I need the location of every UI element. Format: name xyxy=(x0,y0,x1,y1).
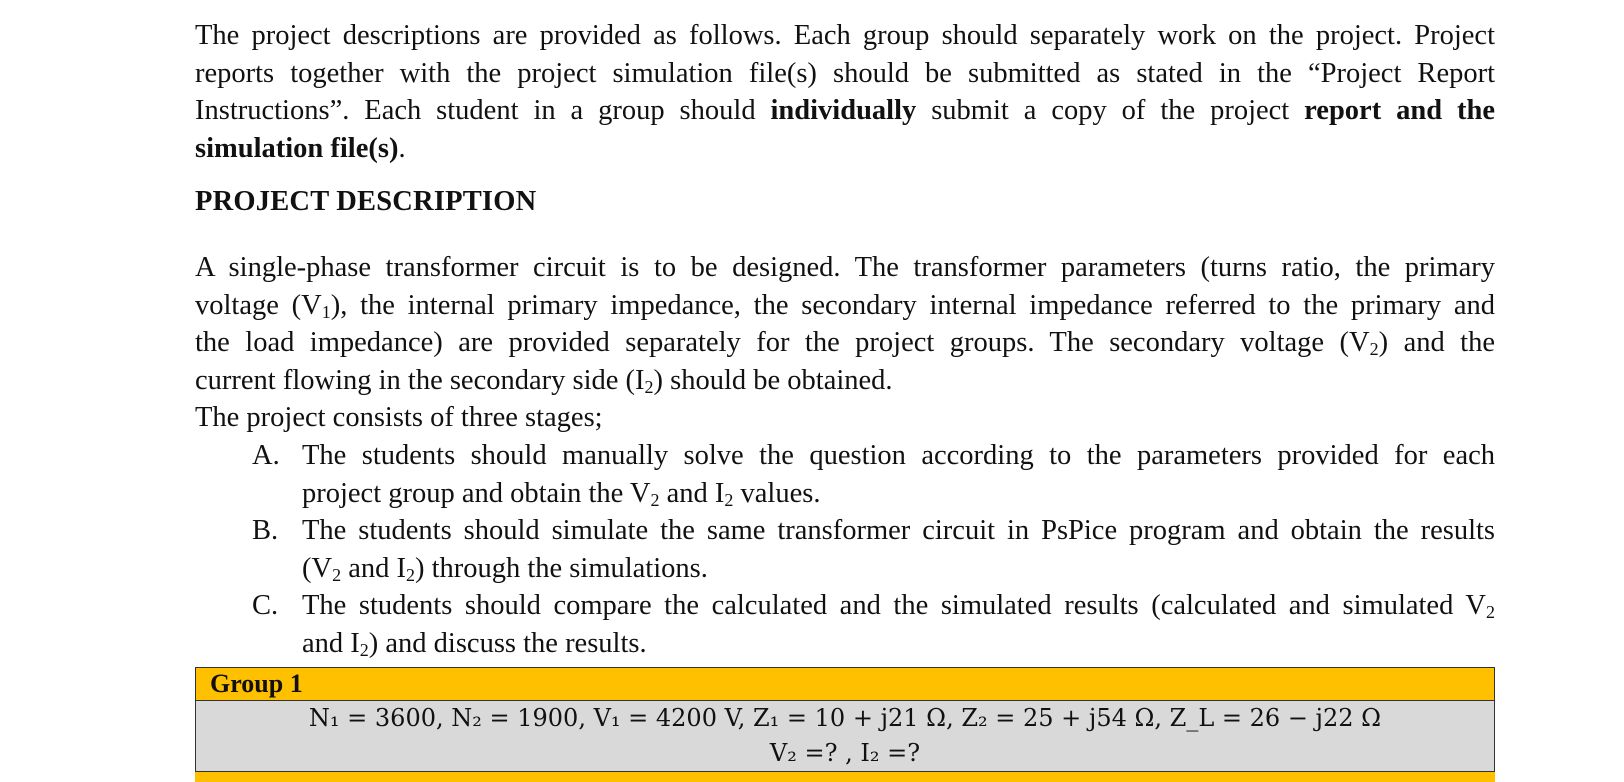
text: ) through the simulations. xyxy=(414,552,708,584)
subscript: 1 xyxy=(321,301,331,322)
description-line-1: A single-phase transformer circuit is to be designed. The transformer parameters (turns ratio, the primary xyxy=(195,252,1495,283)
intro-text: submit a copy of the project xyxy=(916,95,1305,126)
text: values. xyxy=(733,477,821,509)
text: ) should be obtained. xyxy=(653,364,893,396)
list-item-line xyxy=(302,625,1495,663)
text: and I xyxy=(341,552,406,584)
subscript: 2 xyxy=(332,564,342,585)
text: (V xyxy=(302,552,333,584)
text: and I xyxy=(659,477,725,509)
intro-line-1: The project descriptions are provided as follows. Each group should separately work on the project. Project xyxy=(195,20,1495,51)
subscript: 2 xyxy=(1486,602,1495,622)
list-item-line: The students should simulate the same transformer circuit in PsPice program and obtain the results xyxy=(302,515,1495,546)
intro-text: . xyxy=(398,132,406,164)
intro-text: Instructions”. Each student in a group should xyxy=(195,95,771,126)
list-item-line xyxy=(302,587,1495,625)
text: ) and the xyxy=(1378,327,1495,358)
list-item-body xyxy=(302,512,1495,587)
list-item-line xyxy=(302,475,1495,513)
group-parameters-cell xyxy=(195,701,1495,771)
text: and I xyxy=(302,627,360,659)
text: current flowing in the secondary side (I xyxy=(195,364,645,396)
subscript: 2 xyxy=(1369,339,1379,359)
list-marker: C. xyxy=(252,590,279,621)
subscript: 2 xyxy=(359,639,369,660)
parameters-equation: N₁ = 3600, N₂ = 1900, V₁ = 4200 V, Z₁ = 10 + j21 Ω, Z₂ = 25 + j54 Ω, Z_L = 26 − j22 Ω xyxy=(308,704,1382,732)
subscript: 2 xyxy=(724,489,734,510)
intro-paragraph xyxy=(195,17,1495,167)
section-heading: PROJECT DESCRIPTION xyxy=(195,186,537,217)
text: The students should compare the calculated and the simulated results (calculated and simulated V xyxy=(302,590,1486,621)
intro-line-2: reports together with the project simulation file(s) should be submitted as stated in the “Project Report xyxy=(195,57,1495,89)
text: ) and discuss the results. xyxy=(368,627,647,659)
description-line-4 xyxy=(195,362,1495,400)
unknowns-equation: V₂ =? , I₂ =? xyxy=(769,739,921,767)
subscript: 2 xyxy=(644,376,654,397)
list-marker: A. xyxy=(252,440,280,471)
text: project group and obtain the V xyxy=(302,477,651,509)
group-table xyxy=(195,667,1495,782)
description-line-5: The project consists of three stages; xyxy=(195,402,603,433)
description-line-3 xyxy=(195,324,1495,362)
subscript: 2 xyxy=(650,489,660,510)
text: ), the internal primary impedance, the secondary internal impedance referred to the primary and xyxy=(330,289,1495,321)
next-group-header-edge xyxy=(195,771,1495,782)
intro-bold-report: report and the xyxy=(1304,95,1495,126)
list-item-body xyxy=(302,437,1495,512)
list-item-body xyxy=(302,587,1495,662)
list-marker: B. xyxy=(252,515,279,546)
description-line-2 xyxy=(195,287,1495,325)
text: voltage (V xyxy=(195,289,322,321)
description-paragraph xyxy=(195,249,1495,437)
intro-bold-simulation: simulation file(s) xyxy=(195,132,399,164)
intro-bold-individually: individually xyxy=(770,95,917,126)
text: the load impedance) are provided separately for the project groups. The secondary voltage (V xyxy=(195,327,1370,358)
subscript: 2 xyxy=(405,564,415,585)
list-item-line xyxy=(302,550,1495,588)
intro-line-4 xyxy=(195,130,1495,168)
group-header: Group 1 xyxy=(195,667,1495,701)
intro-line-3 xyxy=(195,92,1495,130)
list-item-line: The students should manually solve the question according to the parameters provided for each xyxy=(302,440,1495,471)
